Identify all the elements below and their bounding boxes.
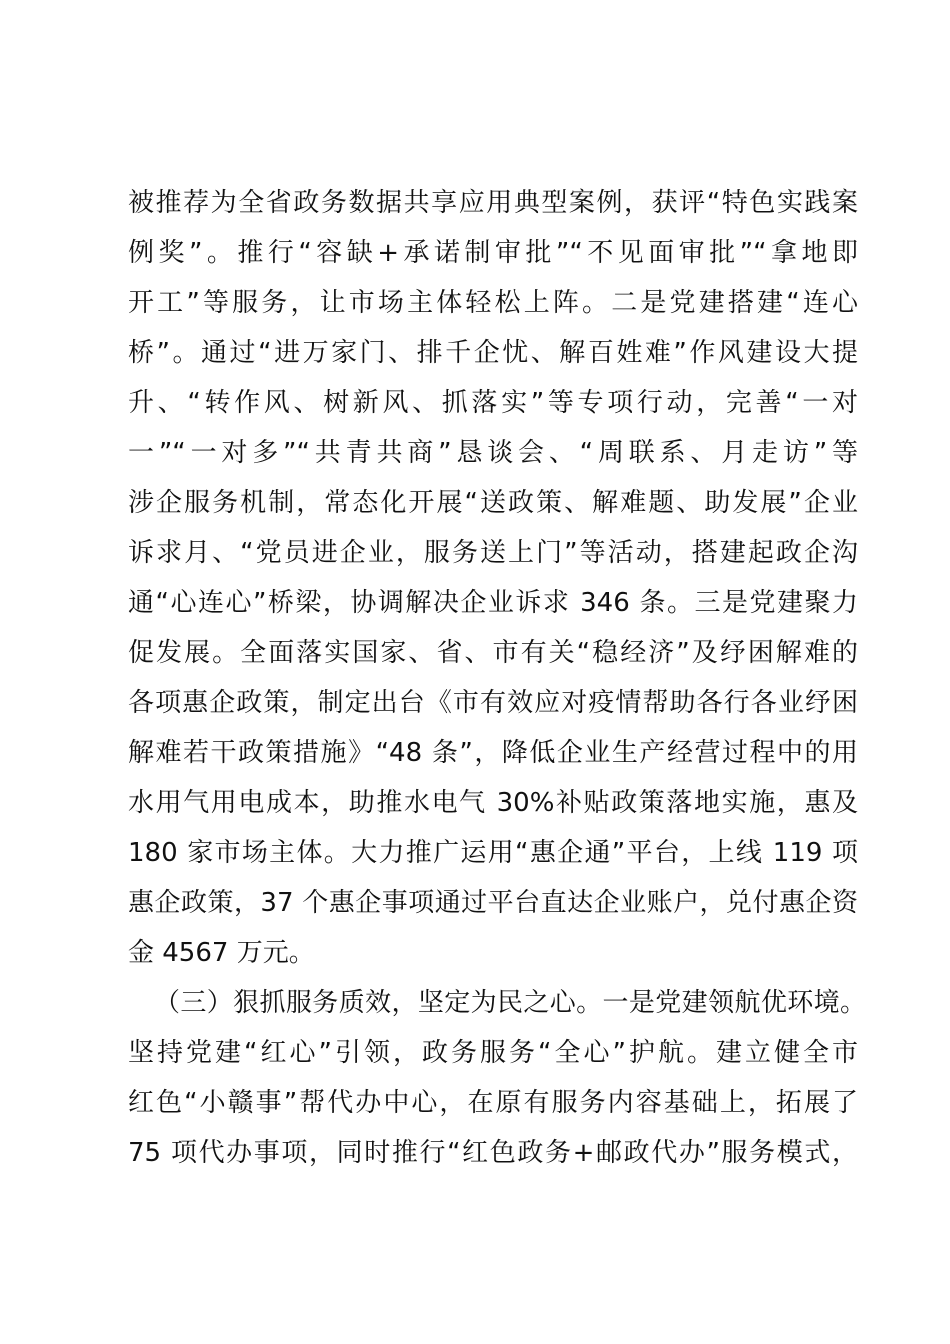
text-line-2: 例奖”。推行“容缺+承诺制审批”“不见面审批”“拿地即 — [128, 238, 858, 268]
text-line-3: 开工”等服务，让市场主体轻松上阵。二是党建搭建“连心 — [128, 288, 858, 318]
text-line-10: 促发展。全面落实国家、省、市有关“稳经济”及纾困解难的 — [128, 638, 858, 668]
document-body — [128, 178, 866, 1178]
text-line-20: 75 项代办事项，同时推行“红色政务+邮政代办”服务模式， — [128, 1138, 858, 1168]
text-line-9: 通“心连心”桥梁，协调解决企业诉求 346 条。三是党建聚力 — [128, 588, 858, 618]
text-line-19: 红色“小赣事”帮代办中心，在原有服务内容基础上，拓展了 — [128, 1088, 858, 1118]
text-line-7: 涉企服务机制，常态化开展“送政策、解难题、助发展”企业 — [128, 488, 858, 518]
text-line-18: 坚持党建“红心”引领，政务服务“全心”护航。建立健全市 — [128, 1038, 858, 1068]
text-line-11: 各项惠企政策，制定出台《市有效应对疫情帮助各行各业纾困 — [128, 688, 858, 718]
text-line-1: 被推荐为全省政务数据共享应用典型案例，获评“特色实践案 — [128, 188, 858, 218]
text-line-6: 一”“一对多”“共青共商”恳谈会、“周联系、月走访”等 — [128, 438, 858, 468]
text-line-16: 金 4567 万元。 — [128, 938, 315, 968]
text-line-14: 180 家市场主体。大力推广运用“惠企通”平台，上线 119 项 — [128, 838, 858, 868]
text-line-4: 桥”。通过“进万家门、排千企忧、解百姓难”作风建设大提 — [128, 338, 858, 368]
text-line-12: 解难若干政策措施》“48 条”，降低企业生产经营过程中的用 — [128, 738, 858, 768]
text-line-8: 诉求月、“党员进企业，服务送上门”等活动，搭建起政企沟 — [128, 538, 858, 568]
text-line-13: 水用气用电成本，助推水电气 30%补贴政策落地实施，惠及 — [128, 788, 858, 818]
text-line-15: 惠企政策，37 个惠企事项通过平台直达企业账户，兑付惠企资 — [128, 888, 858, 918]
text-line-5: 升、“转作风、树新风、抓落实”等专项行动，完善“一对 — [128, 388, 858, 418]
text-line-17: （三）狠抓服务质效，坚定为民之心。一是党建领航优环境。 — [154, 988, 866, 1018]
